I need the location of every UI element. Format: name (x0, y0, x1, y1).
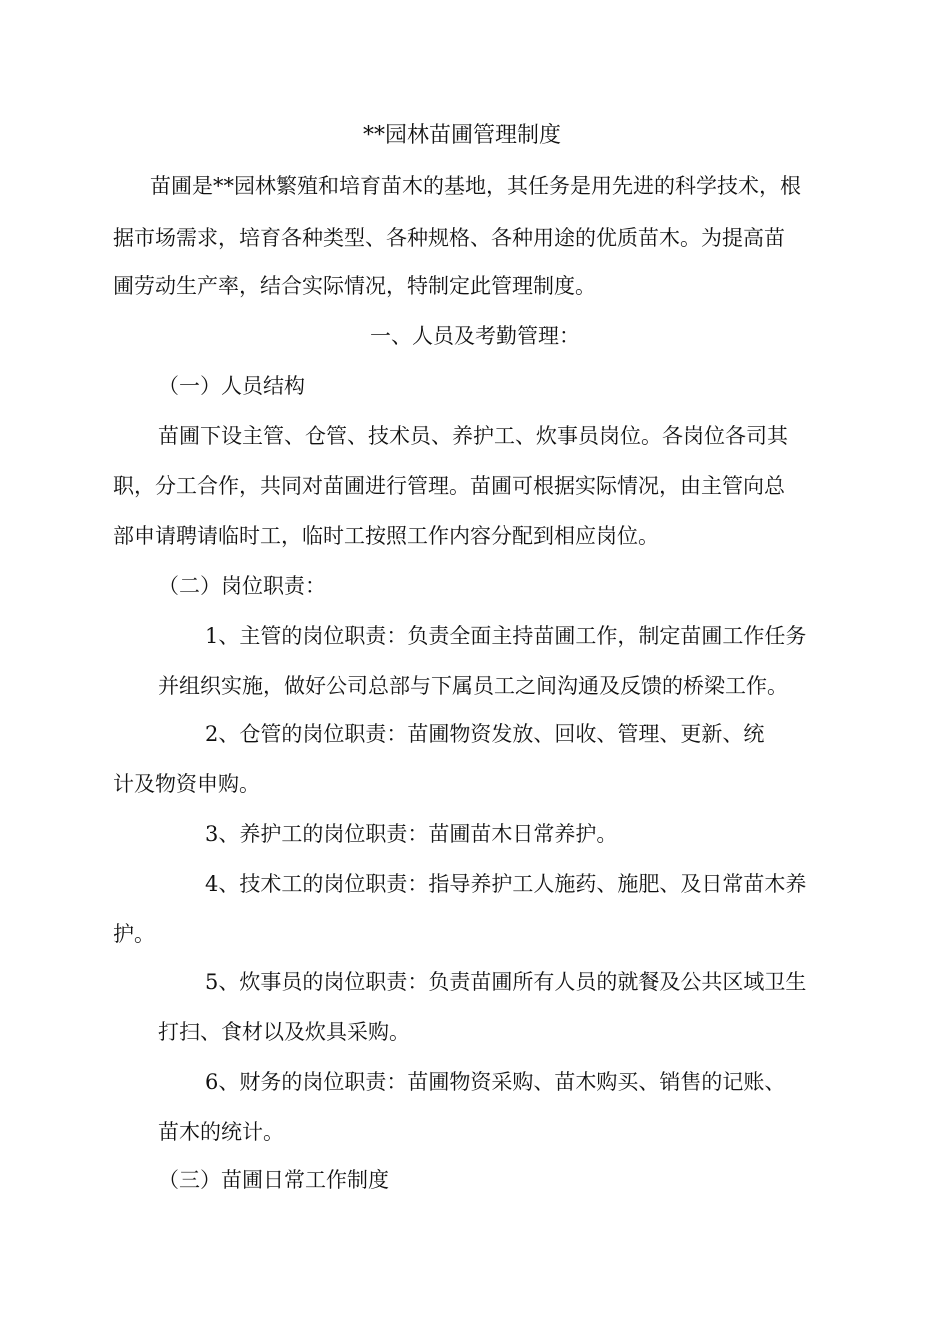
structure-line-2: 职，分工合作，共同对苗圃进行管理。苗圃可根据实际情况，由主管向总 (113, 474, 785, 498)
duty-2-line-2: 计及物资申购。 (113, 772, 260, 796)
duty-1-line-1: 1、主管的岗位职责：负责全面主持苗圃工作，制定苗圃工作任务 (205, 624, 807, 648)
intro-line-2: 据市场需求，培育各种类型、各种规格、各种用途的优质苗木。为提高苗 (113, 226, 785, 250)
duty-6-line-1: 6、财务的岗位职责：苗圃物资采购、苗木购买、销售的记账、 (205, 1070, 786, 1094)
duty-2-line-1: 2、仓管的岗位职责：苗圃物资发放、回收、管理、更新、统 (205, 722, 765, 746)
structure-line-1: 苗圃下设主管、仓管、技术员、养护工、炊事员岗位。各岗位各司其 (158, 424, 788, 448)
duty-5-line-2: 打扫、食材以及炊具采购。 (158, 1020, 410, 1044)
structure-line-3: 部申请聘请临时工，临时工按照工作内容分配到相应岗位。 (113, 524, 659, 548)
intro-line-3: 圃劳动生产率，结合实际情况，特制定此管理制度。 (113, 274, 596, 298)
duty-4-line-1: 4、技术工的岗位职责：指导养护工人施药、施肥、及日常苗木养 (205, 872, 807, 896)
section-heading: 一、人员及考勤管理： (370, 324, 580, 348)
duty-3-line-1: 3、养护工的岗位职责：苗圃苗木日常养护。 (205, 822, 618, 846)
duty-1-line-2: 并组织实施，做好公司总部与下属员工之间沟通及反馈的桥梁工作。 (158, 674, 788, 698)
document-title: **园林苗圃管理制度 (363, 123, 562, 148)
subsection-heading-3: （三）苗圃日常工作制度 (158, 1168, 389, 1192)
subsection-heading-2: （二）岗位职责： (158, 574, 326, 598)
duty-4-line-2: 护。 (113, 922, 155, 946)
duty-6-line-2: 苗木的统计。 (158, 1120, 284, 1144)
subsection-heading-1: （一）人员结构 (158, 374, 305, 398)
intro-line-1: 苗圃是**园林繁殖和培育苗木的基地，其任务是用先进的科学技术，根 (150, 174, 801, 198)
duty-5-line-1: 5、炊事员的岗位职责：负责苗圃所有人员的就餐及公共区域卫生 (205, 970, 807, 994)
